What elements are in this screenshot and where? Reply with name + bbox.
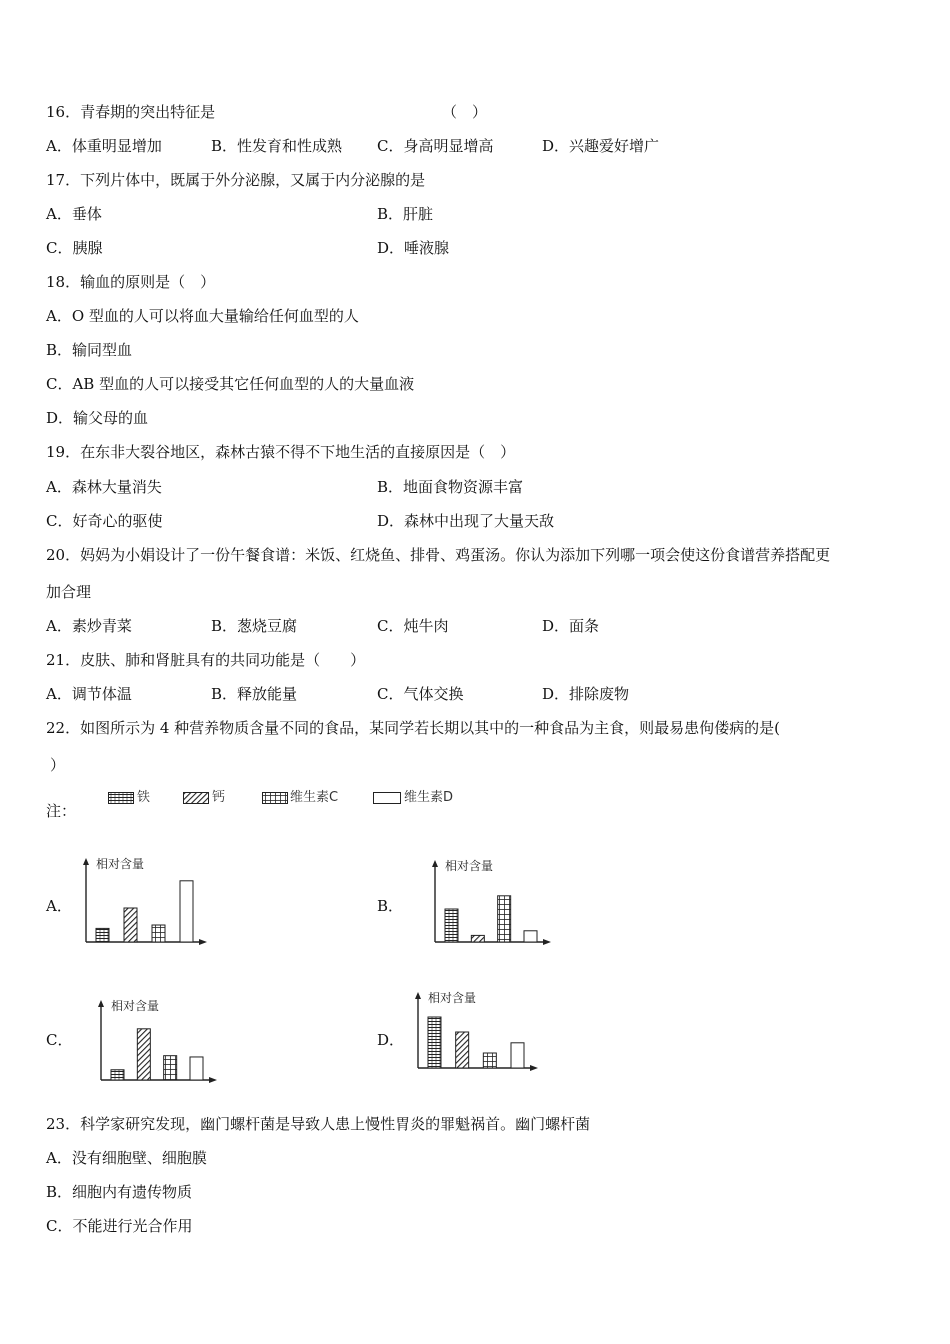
bar-vitamin-c [483, 1053, 496, 1068]
legend-label-iron: 铁 [137, 790, 151, 805]
q23-stem: 23．科学家研究发现，幽门螺杆菌是导致人患上慢性胃炎的罪魁祸首。幽门螺杆菌 [46, 1115, 591, 1133]
q22-option-c-label: C． [46, 1031, 73, 1049]
bar-vitamin-d [180, 881, 193, 942]
q22-option-a-label: A． [46, 897, 72, 915]
legend-swatch-iron [108, 792, 134, 804]
x-axis-arrow [199, 939, 207, 945]
q17-option-b: B．肝脏 [377, 205, 434, 223]
legend-note-label: 注： [46, 802, 77, 820]
q23-option-b: B．细胞内有遗传物质 [46, 1183, 193, 1201]
y-axis-arrow [432, 860, 438, 867]
y-axis-arrow [98, 1000, 104, 1007]
q17-stem: 17．下列片体中，既属于外分泌腺，又属于内分泌腺的是 [46, 171, 426, 189]
legend-label-vitamin-d: 维生素D [404, 790, 454, 805]
q20-option-a: A．素炒青菜 [46, 617, 132, 635]
q18-option-d: D．输父母的血 [46, 409, 149, 427]
q18-option-a: A．O 型血的人可以将血大量输给任何血型的人 [46, 307, 359, 325]
q19-option-a: A．森林大量消失 [46, 478, 162, 496]
chart-title: 相对含量 [96, 857, 145, 871]
q21-option-a: A．调节体温 [46, 685, 132, 703]
q20-stem-line1: 20．妈妈为小娟设计了一份午餐食谱：米饭、红烧鱼、排骨、鸡蛋汤。你认为添加下列哪一项会使这份食谱营养搭配更 [46, 546, 831, 564]
bar-calcium [137, 1029, 150, 1080]
chart-option-c [93, 992, 223, 1088]
q23-option-a: A．没有细胞壁、细胞膜 [46, 1149, 207, 1167]
bar-vitamin-d [524, 931, 537, 942]
q16-option-d: D．兴趣爱好增广 [542, 137, 660, 155]
chart-option-b [427, 852, 557, 950]
q19-stem: 19．在东非大裂谷地区，森林古猿不得不下地生活的直接原因是（ ） [46, 443, 516, 461]
y-axis-arrow [83, 858, 89, 865]
chart-title: 相对含量 [111, 999, 160, 1013]
bar-iron [111, 1070, 124, 1080]
q20-option-b: B．葱烧豆腐 [211, 617, 298, 635]
q23-option-c: C．不能进行光合作用 [46, 1217, 193, 1235]
y-axis-arrow [415, 992, 421, 999]
q16-option-c: C．身高明显增高 [377, 137, 494, 155]
bar-vitamin-d [511, 1043, 524, 1068]
chart-title: 相对含量 [428, 991, 477, 1005]
q22-option-b-label: B． [377, 897, 404, 915]
q16-stem: 16．青春期的突出特征是 [46, 103, 216, 121]
q18-option-c: C．AB 型血的人可以接受其它任何血型的人的大量血液 [46, 375, 415, 393]
q19-option-b: B．地面食物资源丰富 [377, 478, 524, 496]
q22-stem-line1: 22．如图所示为 4 种营养物质含量不同的食品，某同学若长期以其中的一种食品为主食，则最易患佝偻病的是( [46, 719, 781, 737]
q16-option-a: A．体重明显增加 [46, 137, 162, 155]
bar-iron [428, 1017, 441, 1068]
q22-option-d-label: D． [377, 1031, 405, 1049]
q17-option-d: D．唾液腺 [377, 239, 450, 257]
chart-option-d [410, 984, 544, 1076]
q16-answer-paren: （ ） [442, 103, 488, 121]
bar-vitamin-d [190, 1057, 203, 1080]
chart-title: 相对含量 [445, 859, 494, 873]
q21-option-d: D．排除废物 [542, 685, 630, 703]
q21-stem: 21．皮肤、肺和肾脏具有的共同功能是（ ） [46, 651, 366, 669]
q20-option-d: D．面条 [542, 617, 600, 635]
chart-option-a [78, 850, 213, 950]
q18-option-b: B．输同型血 [46, 341, 133, 359]
bar-iron [445, 909, 458, 942]
x-axis-arrow [209, 1077, 217, 1083]
q17-option-c: C．胰腺 [46, 239, 103, 257]
bar-vitamin-c [152, 925, 165, 942]
x-axis-arrow [530, 1065, 538, 1071]
q22-stem-line2: ） [50, 756, 66, 774]
q21-option-b: B．释放能量 [211, 685, 298, 703]
q20-stem-line2: 加合理 [46, 583, 92, 601]
q20-option-c: C．炖牛肉 [377, 617, 449, 635]
bar-iron [96, 928, 109, 942]
bar-calcium [456, 1032, 469, 1068]
legend-label-calcium: 钙 [212, 790, 226, 805]
legend-swatch-vitamin-c [262, 792, 288, 804]
q17-option-a: A．垂体 [46, 205, 102, 223]
legend-swatch-calcium [183, 792, 209, 804]
q21-option-c: C．气体交换 [377, 685, 464, 703]
legend-swatch-vitamin-d [373, 792, 401, 804]
bar-vitamin-c [498, 896, 511, 942]
bar-vitamin-c [164, 1056, 177, 1080]
x-axis-arrow [543, 939, 551, 945]
q18-stem: 18．输血的原则是（ ） [46, 273, 216, 291]
bar-calcium [124, 908, 137, 942]
q19-option-c: C．好奇心的驱使 [46, 512, 163, 530]
q19-option-d: D．森林中出现了大量天敌 [377, 512, 555, 530]
q16-option-b: B．性发育和性成熟 [211, 137, 343, 155]
bar-calcium [471, 935, 484, 942]
legend-label-vitamin-c: 维生素C [290, 790, 339, 805]
